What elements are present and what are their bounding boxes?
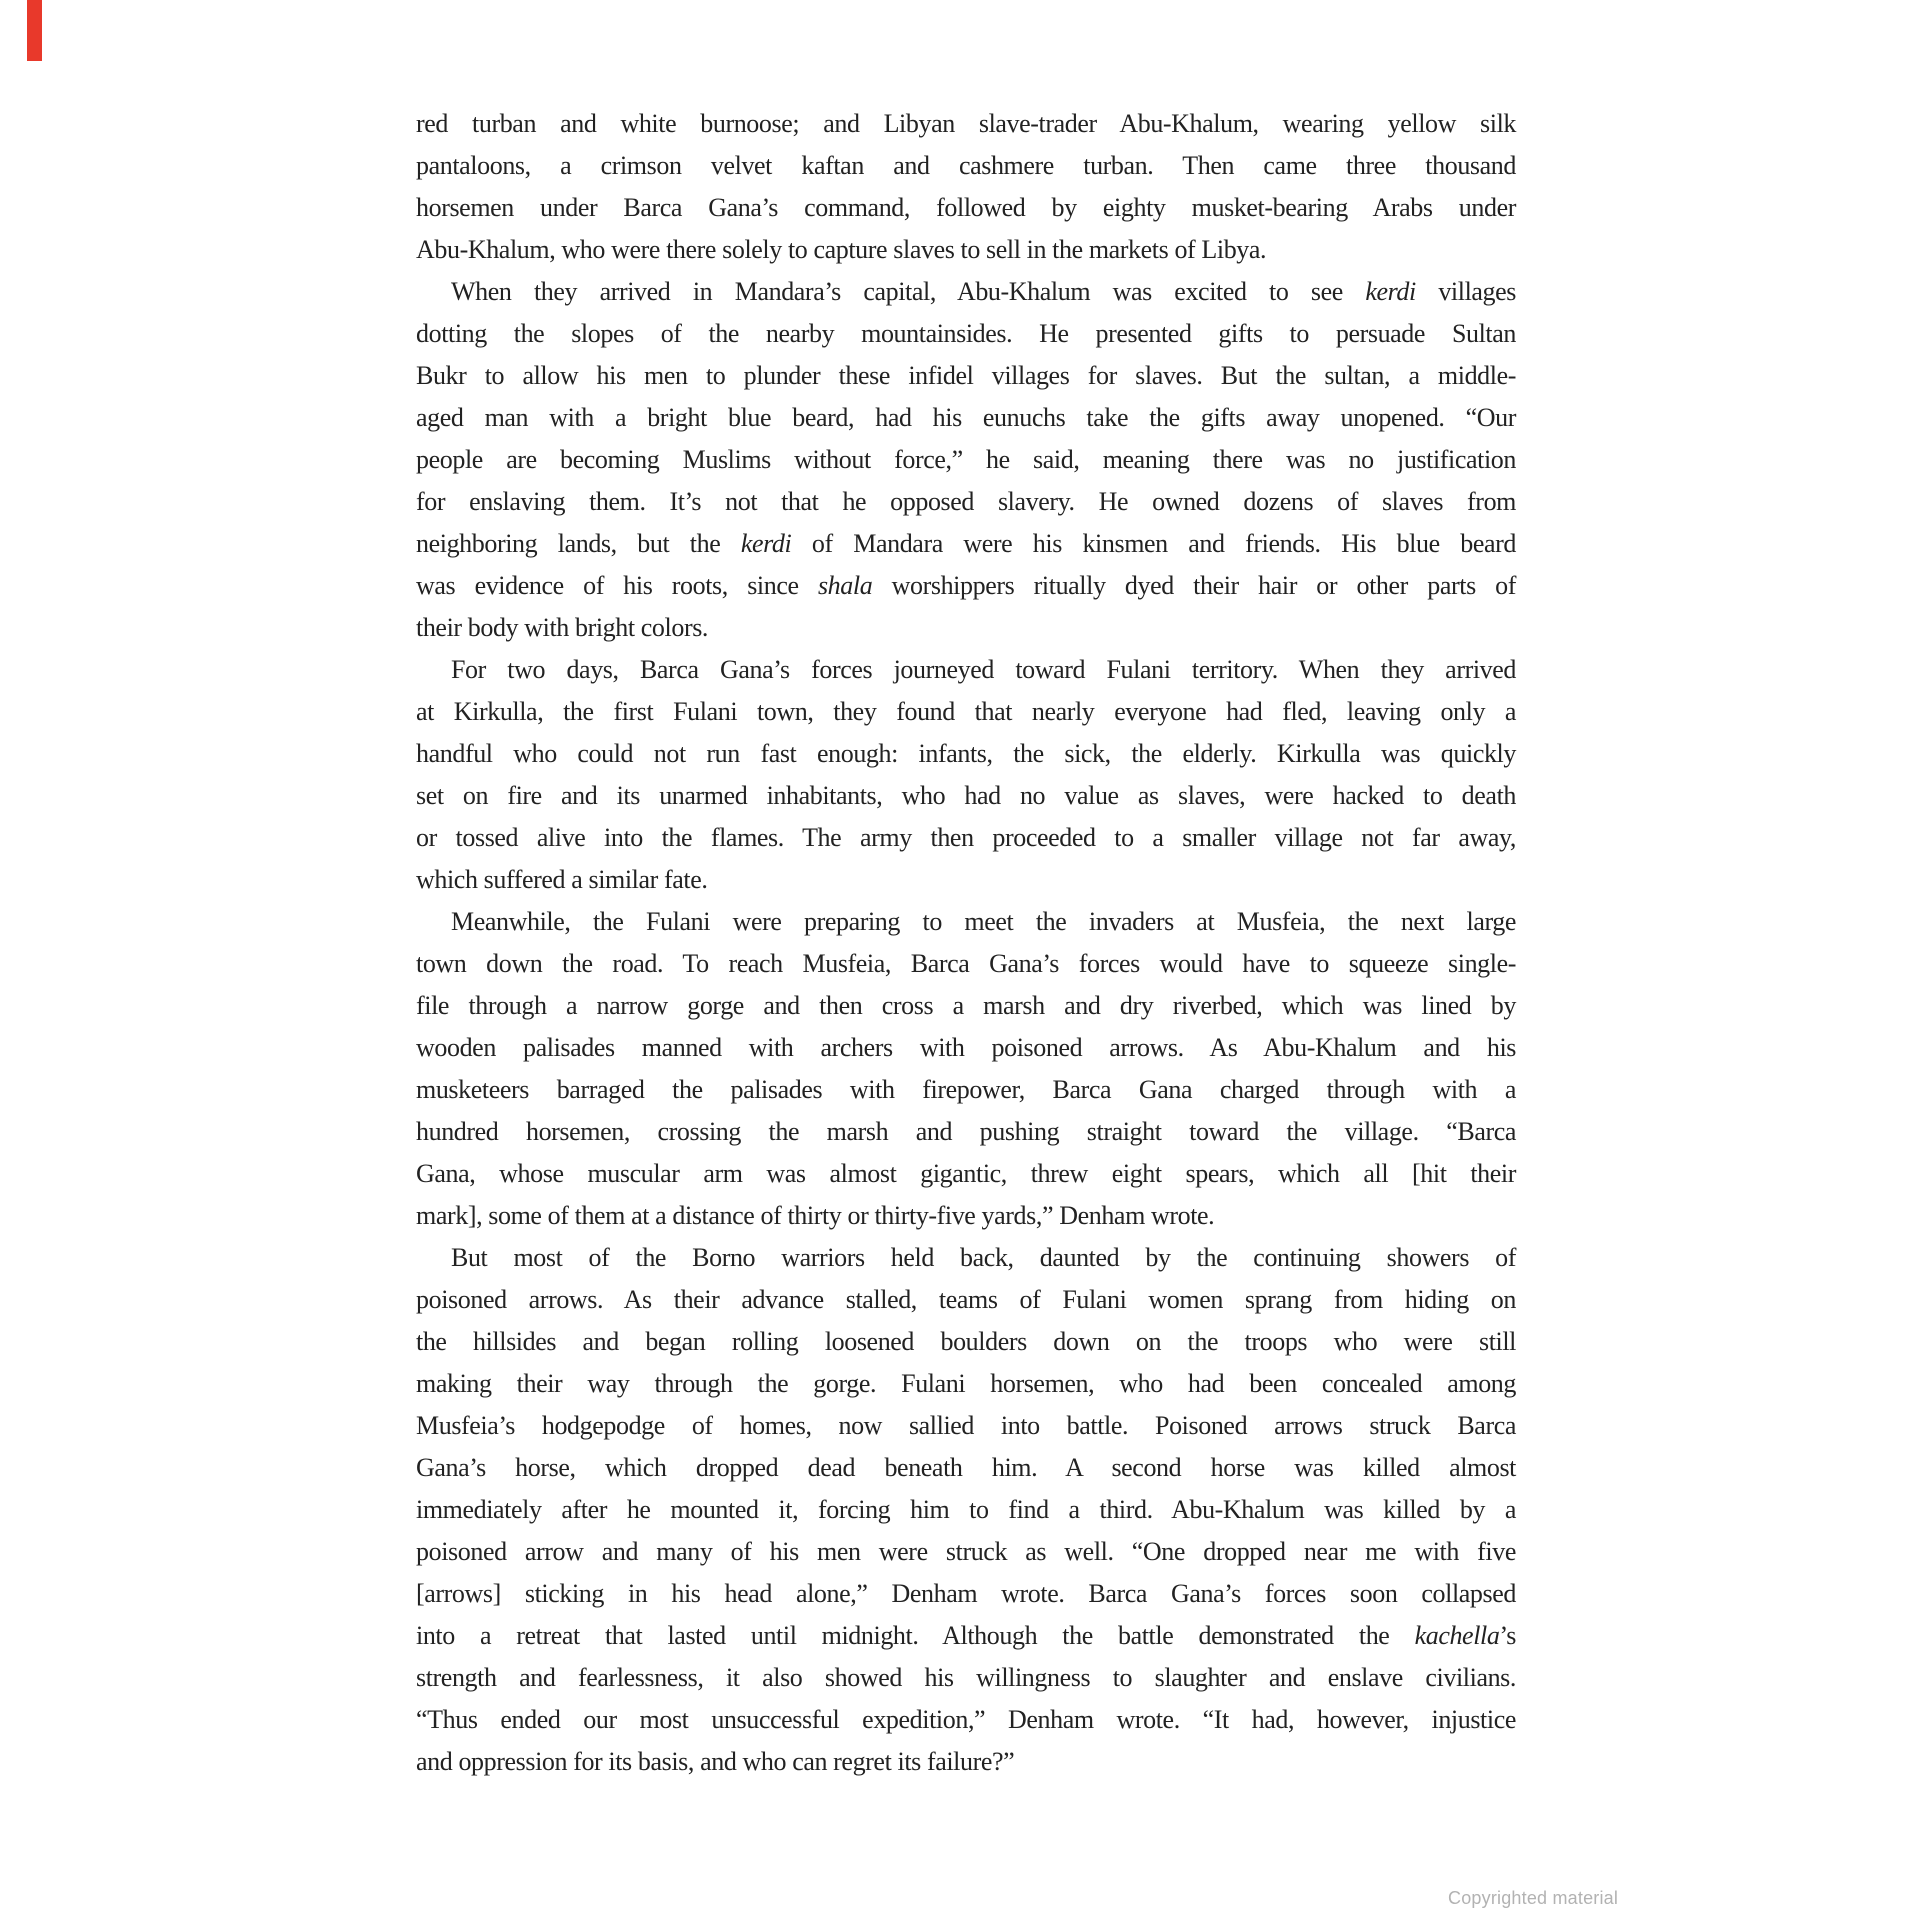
text-line: red turban and white burnoose; and Libyan slave-trader Abu-Khalum, wearing yellow silk <box>416 109 1516 138</box>
italic-term: shala <box>817 571 873 600</box>
italic-term: kachella <box>1414 1621 1500 1650</box>
text-line: set on fire and its unarmed inhabitants, who had no value as slaves, were hacked to death <box>416 781 1516 810</box>
text-line: and oppression for its basis, and who can regret its failure?” <box>416 1747 1015 1776</box>
text-line: strength and fearlessness, it also showed his willingness to slaughter and enslave civilians. <box>416 1663 1516 1692</box>
text-line: aged man with a bright blue beard, had his eunuchs take the gifts away unopened. “Our <box>416 403 1516 432</box>
text-line: Musfeia’s hodgepodge of homes, now sallied into battle. Poisoned arrows struck Barca <box>416 1411 1516 1440</box>
italic-term: kerdi <box>740 529 792 558</box>
text-line: pantaloons, a crimson velvet kaftan and cashmere turban. Then came three thousand <box>416 151 1516 180</box>
text-line: Abu-Khalum, who were there solely to capture slaves to sell in the markets of Libya. <box>416 235 1267 264</box>
text-line: For two days, Barca Gana’s forces journeyed toward Fulani territory. When they arrived <box>451 655 1516 684</box>
text-line: Gana, whose muscular arm was almost gigantic, threw eight spears, which all [hit their <box>416 1159 1516 1188</box>
text-line: was evidence of his roots, since shala worshippers ritually dyed their hair or other parts of <box>416 571 1516 600</box>
text-block <box>416 103 1516 1783</box>
text-line: When they arrived in Mandara’s capital, Abu-Khalum was excited to see kerdi villages <box>451 277 1516 306</box>
text-line: poisoned arrows. As their advance stalled, teams of Fulani women sprang from hiding on <box>416 1285 1516 1314</box>
text-line: hundred horsemen, crossing the marsh and pushing straight toward the village. “Barca <box>416 1117 1516 1146</box>
text-line: or tossed alive into the flames. The army then proceeded to a smaller village not far away, <box>416 823 1516 852</box>
text-line: Meanwhile, the Fulani were preparing to meet the invaders at Musfeia, the next large <box>451 907 1516 936</box>
text-line: immediately after he mounted it, forcing him to find a third. Abu-Khalum was killed by a <box>416 1495 1516 1524</box>
text-line: [arrows] sticking in his head alone,” Denham wrote. Barca Gana’s forces soon collapsed <box>416 1579 1516 1608</box>
text-line: people are becoming Muslims without force,” he said, meaning there was no justification <box>416 445 1516 474</box>
text-line: at Kirkulla, the first Fulani town, they found that nearly everyone had fled, leaving only a <box>416 697 1516 726</box>
text-line: into a retreat that lasted until midnight. Although the battle demonstrated the kachella’s <box>416 1621 1516 1650</box>
text-line: file through a narrow gorge and then cross a marsh and dry riverbed, which was lined by <box>416 991 1516 1020</box>
copyright-notice: Copyrighted material <box>1448 1888 1619 1908</box>
text-line: dotting the slopes of the nearby mountainsides. He presented gifts to persuade Sultan <box>416 319 1516 348</box>
text-line: “Thus ended our most unsuccessful expedition,” Denham wrote. “It had, however, injustice <box>416 1705 1516 1734</box>
text-line: neighboring lands, but the kerdi of Mandara were his kinsmen and friends. His blue beard <box>416 529 1516 558</box>
italic-term: kerdi <box>1365 277 1416 306</box>
text-line: horsemen under Barca Gana’s command, followed by eighty musket-bearing Arabs under <box>416 193 1516 222</box>
text-line: musketeers barraged the palisades with firepower, Barca Gana charged through with a <box>416 1075 1516 1104</box>
text-line: making their way through the gorge. Fulani horsemen, who had been concealed among <box>416 1369 1516 1398</box>
text-line: their body with bright colors. <box>416 613 709 642</box>
text-line: the hillsides and began rolling loosened boulders down on the troops who were still <box>416 1327 1516 1356</box>
text-line: for enslaving them. It’s not that he opposed slavery. He owned dozens of slaves from <box>416 487 1516 516</box>
text-line: handful who could not run fast enough: infants, the sick, the elderly. Kirkulla was quickly <box>416 739 1516 768</box>
text-line: Gana’s horse, which dropped dead beneath him. A second horse was killed almost <box>416 1453 1516 1482</box>
red-edge-mark <box>27 0 42 61</box>
text-line: But most of the Borno warriors held back, daunted by the continuing showers of <box>451 1243 1516 1272</box>
text-line: Bukr to allow his men to plunder these infidel villages for slaves. But the sultan, a middle- <box>416 361 1516 390</box>
text-line: mark], some of them at a distance of thirty or thirty-five yards,” Denham wrote. <box>416 1201 1215 1230</box>
text-line: town down the road. To reach Musfeia, Barca Gana’s forces would have to squeeze single- <box>416 949 1516 978</box>
text-line: wooden palisades manned with archers with poisoned arrows. As Abu-Khalum and his <box>416 1033 1516 1062</box>
text-line: which suffered a similar fate. <box>416 865 708 894</box>
text-line: poisoned arrow and many of his men were struck as well. “One dropped near me with five <box>416 1537 1516 1566</box>
